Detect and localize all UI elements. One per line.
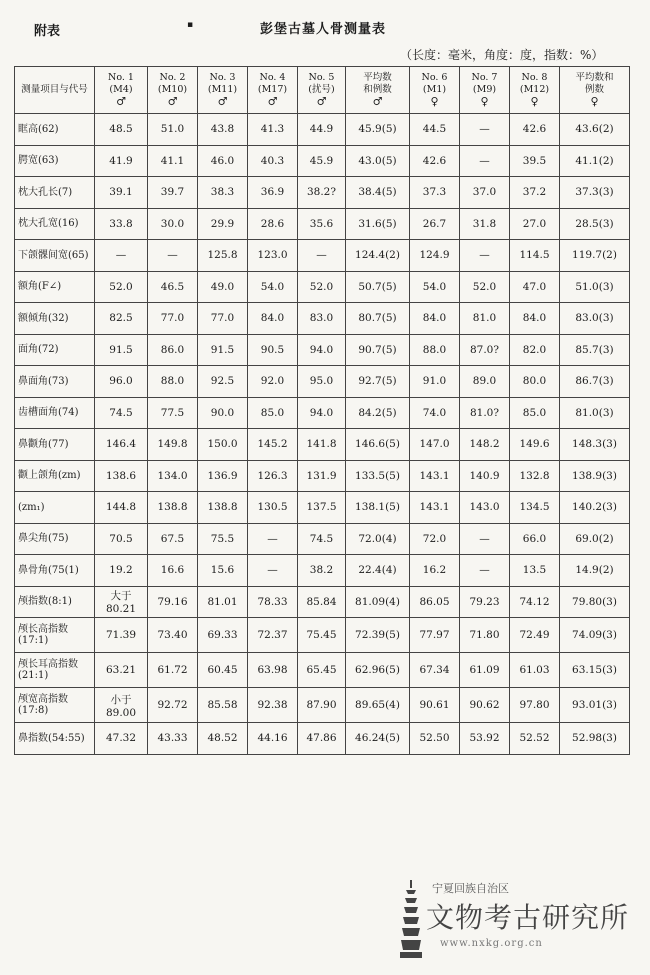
table-cell: 138.8 — [148, 492, 198, 524]
table-cell: 13.5 — [510, 555, 560, 587]
table-cell: 136.9 — [198, 460, 248, 492]
table-cell: 47.86 — [298, 723, 346, 755]
ink-dot: ▪ — [187, 20, 194, 30]
table-cell: 148.3(3) — [560, 429, 630, 461]
table-cell: 52.50 — [410, 723, 460, 755]
table-cell: 48.5 — [95, 114, 148, 146]
table-cell: 61.03 — [510, 653, 560, 688]
row-label: 额角(F∠) — [15, 271, 95, 303]
row-label: 鼻指数(54:55) — [15, 723, 95, 755]
table-cell: 134.0 — [148, 460, 198, 492]
table-cell: 67.5 — [148, 523, 198, 555]
table-cell: 38.2 — [298, 555, 346, 587]
table-cell: — — [298, 240, 346, 272]
table-cell: 81.0? — [460, 397, 510, 429]
table-cell: 87.90 — [298, 688, 346, 723]
table-cell: 43.6(2) — [560, 114, 630, 146]
units-note: （长度：毫米，角度：度，指数：%） — [400, 48, 604, 62]
table-cell: 84.0 — [248, 303, 298, 335]
table-row — [15, 240, 630, 272]
table-cell: 92.38 — [248, 688, 298, 723]
table-cell: 72.49 — [510, 618, 560, 653]
table-cell: 97.80 — [510, 688, 560, 723]
table-cell: 42.6 — [410, 145, 460, 177]
table-cell: 33.8 — [95, 208, 148, 240]
table-cell: 148.2 — [460, 429, 510, 461]
row-label: (zm₁) — [15, 492, 95, 524]
table-cell: 39.7 — [148, 177, 198, 209]
table-cell: 48.52 — [198, 723, 248, 755]
row-label: 鼻尖角(75) — [15, 523, 95, 555]
table-cell: 31.8 — [460, 208, 510, 240]
column-header: No. 5 (扰号) ♂ — [298, 67, 346, 114]
table-cell: 146.4 — [95, 429, 148, 461]
table-row — [15, 492, 630, 524]
table-cell: 27.0 — [510, 208, 560, 240]
table-cell: 61.09 — [460, 653, 510, 688]
table-cell: 38.3 — [198, 177, 248, 209]
table-cell: 79.16 — [148, 586, 198, 618]
table-cell: 50.7(5) — [346, 271, 410, 303]
table-cell: 137.5 — [298, 492, 346, 524]
table-cell: 44.5 — [410, 114, 460, 146]
measurement-table — [14, 66, 630, 755]
table-cell: 40.3 — [248, 145, 298, 177]
table-cell: 77.0 — [198, 303, 248, 335]
table-cell: 91.5 — [95, 334, 148, 366]
table-cell: 83.0 — [298, 303, 346, 335]
table-cell: 81.09(4) — [346, 586, 410, 618]
table-cell: 125.8 — [198, 240, 248, 272]
table-cell: 80.0 — [510, 366, 560, 398]
table-cell: 86.05 — [410, 586, 460, 618]
table-cell: 90.7(5) — [346, 334, 410, 366]
table-row — [15, 271, 630, 303]
table-cell: 94.0 — [298, 397, 346, 429]
table-cell: 141.8 — [298, 429, 346, 461]
table-cell: — — [460, 145, 510, 177]
table-cell: 75.5 — [198, 523, 248, 555]
row-label: 腭宽(63) — [15, 145, 95, 177]
table-cell: 126.3 — [248, 460, 298, 492]
table-cell: 138.9(3) — [560, 460, 630, 492]
table-cell: 90.62 — [460, 688, 510, 723]
table-cell: 85.58 — [198, 688, 248, 723]
table-cell: 38.2? — [298, 177, 346, 209]
table-cell: — — [460, 114, 510, 146]
table-cell: 81.01 — [198, 586, 248, 618]
column-header: No. 1 (M4) ♂ — [95, 67, 148, 114]
table-cell: 90.61 — [410, 688, 460, 723]
table-cell: 89.65(4) — [346, 688, 410, 723]
table-cell: 132.8 — [510, 460, 560, 492]
table-cell: 77.0 — [148, 303, 198, 335]
table-cell: 52.0 — [95, 271, 148, 303]
table-cell: 143.1 — [410, 492, 460, 524]
column-header: No. 4 (M17) ♂ — [248, 67, 298, 114]
table-cell: 31.6(5) — [346, 208, 410, 240]
table-cell: 大于 80.21 — [95, 586, 148, 618]
table-cell: 140.2(3) — [560, 492, 630, 524]
table-cell: 72.0 — [410, 523, 460, 555]
table-header-row — [15, 67, 630, 114]
table-cell: 52.52 — [510, 723, 560, 755]
table-cell: 71.39 — [95, 618, 148, 653]
row-label: 下颌髁间宽(65) — [15, 240, 95, 272]
table-cell: 61.72 — [148, 653, 198, 688]
table-cell: 124.9 — [410, 240, 460, 272]
table-cell: 41.9 — [95, 145, 148, 177]
row-label: 颅宽高指数(17:8) — [15, 688, 95, 723]
table-cell: 79.23 — [460, 586, 510, 618]
table-row — [15, 397, 630, 429]
table-cell: 92.7(5) — [346, 366, 410, 398]
table-cell: 134.5 — [510, 492, 560, 524]
row-label: 眶高(62) — [15, 114, 95, 146]
watermark-url: www.nxkg.org.cn — [440, 938, 543, 949]
table-cell: 45.9(5) — [346, 114, 410, 146]
table-row — [15, 177, 630, 209]
table-cell: 72.39(5) — [346, 618, 410, 653]
table-cell: 39.1 — [95, 177, 148, 209]
row-label: 鼻骨角(75(1) — [15, 555, 95, 587]
table-cell: 46.0 — [198, 145, 248, 177]
table-cell: 62.96(5) — [346, 653, 410, 688]
table-cell: 41.3 — [248, 114, 298, 146]
row-label: 面角(72) — [15, 334, 95, 366]
table-cell: 51.0(3) — [560, 271, 630, 303]
table-cell: 149.8 — [148, 429, 198, 461]
table-title: 彭堡古墓人骨测量表 — [260, 22, 387, 37]
table-row — [15, 688, 630, 723]
row-label: 颅指数(8:1) — [15, 586, 95, 618]
table-cell: 52.0 — [460, 271, 510, 303]
table-cell: 41.1 — [148, 145, 198, 177]
table-cell: 93.01(3) — [560, 688, 630, 723]
row-label: 鼻颧角(77) — [15, 429, 95, 461]
table-cell: 44.16 — [248, 723, 298, 755]
table-cell: 91.5 — [198, 334, 248, 366]
table-cell: 92.72 — [148, 688, 198, 723]
table-body — [15, 114, 630, 755]
table-cell: 86.0 — [148, 334, 198, 366]
row-label: 额倾角(32) — [15, 303, 95, 335]
table-cell: 95.0 — [298, 366, 346, 398]
row-label: 颅长高指数(17:1) — [15, 618, 95, 653]
table-cell: 80.7(5) — [346, 303, 410, 335]
table-cell: 90.5 — [248, 334, 298, 366]
table-row — [15, 586, 630, 618]
watermark — [0, 880, 650, 960]
table-cell: 74.09(3) — [560, 618, 630, 653]
table-cell: 124.4(2) — [346, 240, 410, 272]
table-cell: 37.3 — [410, 177, 460, 209]
table-cell: 73.40 — [148, 618, 198, 653]
table-cell: 86.7(3) — [560, 366, 630, 398]
table-cell: 150.0 — [198, 429, 248, 461]
table-cell: 79.80(3) — [560, 586, 630, 618]
table-cell: 39.5 — [510, 145, 560, 177]
table-cell: — — [148, 240, 198, 272]
table-cell: 143.1 — [410, 460, 460, 492]
table-cell: 85.84 — [298, 586, 346, 618]
table-cell: 67.34 — [410, 653, 460, 688]
table-cell: 35.6 — [298, 208, 346, 240]
table-cell: 38.4(5) — [346, 177, 410, 209]
table-cell: 77.97 — [410, 618, 460, 653]
table-cell: 43.0(5) — [346, 145, 410, 177]
table-cell: 43.8 — [198, 114, 248, 146]
table-cell: 94.0 — [298, 334, 346, 366]
table-cell: 63.15(3) — [560, 653, 630, 688]
table-cell: 85.7(3) — [560, 334, 630, 366]
column-header: No. 3 (M11) ♂ — [198, 67, 248, 114]
table-cell: 70.5 — [95, 523, 148, 555]
table-cell: 71.80 — [460, 618, 510, 653]
table-cell: — — [248, 555, 298, 587]
table-row — [15, 114, 630, 146]
table-cell: 37.3(3) — [560, 177, 630, 209]
page-header — [0, 0, 650, 70]
watermark-institute: 文物考古研究所 — [426, 901, 630, 934]
table-cell: 146.6(5) — [346, 429, 410, 461]
table-cell: 14.9(2) — [560, 555, 630, 587]
table-cell: 72.0(4) — [346, 523, 410, 555]
corner-header: 测量项目与代号 — [15, 67, 95, 114]
table-cell: 78.33 — [248, 586, 298, 618]
table-cell: 52.98(3) — [560, 723, 630, 755]
table-cell: 144.8 — [95, 492, 148, 524]
table-cell: 119.7(2) — [560, 240, 630, 272]
table-cell: 92.5 — [198, 366, 248, 398]
table-cell: 133.5(5) — [346, 460, 410, 492]
table-cell: 41.1(2) — [560, 145, 630, 177]
table-cell: 84.0 — [510, 303, 560, 335]
table-cell: 51.0 — [148, 114, 198, 146]
table-cell: 131.9 — [298, 460, 346, 492]
table-cell: 138.6 — [95, 460, 148, 492]
table-cell: 26.7 — [410, 208, 460, 240]
table-row — [15, 145, 630, 177]
table-cell: 81.0(3) — [560, 397, 630, 429]
table-cell: 85.0 — [510, 397, 560, 429]
column-header: No. 7 (M9) ♀ — [460, 67, 510, 114]
column-header: No. 6 (M1) ♀ — [410, 67, 460, 114]
row-label: 枕大孔长(7) — [15, 177, 95, 209]
table-cell: 74.0 — [410, 397, 460, 429]
table-cell: 53.92 — [460, 723, 510, 755]
table-row — [15, 429, 630, 461]
table-cell: — — [460, 555, 510, 587]
table-cell: 74.5 — [298, 523, 346, 555]
column-header: No. 2 (M10) ♂ — [148, 67, 198, 114]
table-cell: — — [95, 240, 148, 272]
table-row — [15, 303, 630, 335]
table-row — [15, 208, 630, 240]
table-cell: 138.1(5) — [346, 492, 410, 524]
table-cell: 140.9 — [460, 460, 510, 492]
table-cell: 52.0 — [298, 271, 346, 303]
table-cell: 83.0(3) — [560, 303, 630, 335]
table-cell: 90.0 — [198, 397, 248, 429]
table-cell: — — [248, 523, 298, 555]
table-cell: 72.37 — [248, 618, 298, 653]
table-cell: 81.0 — [460, 303, 510, 335]
table-cell: 47.32 — [95, 723, 148, 755]
appendix-label: 附表 — [34, 24, 61, 39]
table-row — [15, 723, 630, 755]
table-cell: 82.0 — [510, 334, 560, 366]
table-cell: 60.45 — [198, 653, 248, 688]
table-cell: 49.0 — [198, 271, 248, 303]
table-cell: 43.33 — [148, 723, 198, 755]
table-cell: 69.0(2) — [560, 523, 630, 555]
table-cell: 30.0 — [148, 208, 198, 240]
table-row — [15, 366, 630, 398]
table-cell: 15.6 — [198, 555, 248, 587]
table-cell: 63.98 — [248, 653, 298, 688]
table-cell: 89.0 — [460, 366, 510, 398]
table-cell: 44.9 — [298, 114, 346, 146]
watermark-region: 宁夏回族自治区 — [432, 882, 509, 895]
table-cell: 123.0 — [248, 240, 298, 272]
table-cell: 65.45 — [298, 653, 346, 688]
table-cell: 54.0 — [248, 271, 298, 303]
table-cell: 74.5 — [95, 397, 148, 429]
table-cell: 小于 89.00 — [95, 688, 148, 723]
tower-icon — [400, 880, 422, 960]
table-cell: 37.2 — [510, 177, 560, 209]
table-cell: 45.9 — [298, 145, 346, 177]
row-label: 颅长耳高指数(21:1) — [15, 653, 95, 688]
table-cell: 16.2 — [410, 555, 460, 587]
table-cell: 96.0 — [95, 366, 148, 398]
table-row — [15, 334, 630, 366]
row-label: 枕大孔宽(16) — [15, 208, 95, 240]
table-cell: 82.5 — [95, 303, 148, 335]
table-cell: 92.0 — [248, 366, 298, 398]
table-cell: 87.0? — [460, 334, 510, 366]
table-cell: 28.6 — [248, 208, 298, 240]
table-cell: 88.0 — [148, 366, 198, 398]
table-cell: 91.0 — [410, 366, 460, 398]
table-cell: 16.6 — [148, 555, 198, 587]
table-cell: 145.2 — [248, 429, 298, 461]
table-cell: — — [460, 523, 510, 555]
table-row — [15, 555, 630, 587]
table-cell: — — [460, 240, 510, 272]
table-cell: 19.2 — [95, 555, 148, 587]
table-cell: 66.0 — [510, 523, 560, 555]
table-row — [15, 653, 630, 688]
column-header: 平均数 和例数 ♂ — [346, 67, 410, 114]
table-cell: 75.45 — [298, 618, 346, 653]
table-cell: 147.0 — [410, 429, 460, 461]
column-header: No. 8 (M12) ♀ — [510, 67, 560, 114]
table-cell: 46.24(5) — [346, 723, 410, 755]
table-cell: 84.0 — [410, 303, 460, 335]
table-cell: 36.9 — [248, 177, 298, 209]
column-header: 平均数和 例数 ♀ — [560, 67, 630, 114]
table-cell: 85.0 — [248, 397, 298, 429]
table-cell: 42.6 — [510, 114, 560, 146]
table-cell: 29.9 — [198, 208, 248, 240]
table-row — [15, 618, 630, 653]
row-label: 齿槽面角(74) — [15, 397, 95, 429]
table-cell: 77.5 — [148, 397, 198, 429]
table-cell: 138.8 — [198, 492, 248, 524]
table-cell: 47.0 — [510, 271, 560, 303]
table-cell: 74.12 — [510, 586, 560, 618]
table-cell: 37.0 — [460, 177, 510, 209]
table-cell: 69.33 — [198, 618, 248, 653]
table-cell: 28.5(3) — [560, 208, 630, 240]
table-cell: 22.4(4) — [346, 555, 410, 587]
table-row — [15, 460, 630, 492]
row-label: 鼻面角(73) — [15, 366, 95, 398]
table-cell: 88.0 — [410, 334, 460, 366]
table-cell: 130.5 — [248, 492, 298, 524]
table-cell: 149.6 — [510, 429, 560, 461]
table-cell: 54.0 — [410, 271, 460, 303]
row-label: 颧上颌角(zm) — [15, 460, 95, 492]
table-cell: 84.2(5) — [346, 397, 410, 429]
table-cell: 63.21 — [95, 653, 148, 688]
table-cell: 46.5 — [148, 271, 198, 303]
table-cell: 143.0 — [460, 492, 510, 524]
table-cell: 114.5 — [510, 240, 560, 272]
table-row — [15, 523, 630, 555]
